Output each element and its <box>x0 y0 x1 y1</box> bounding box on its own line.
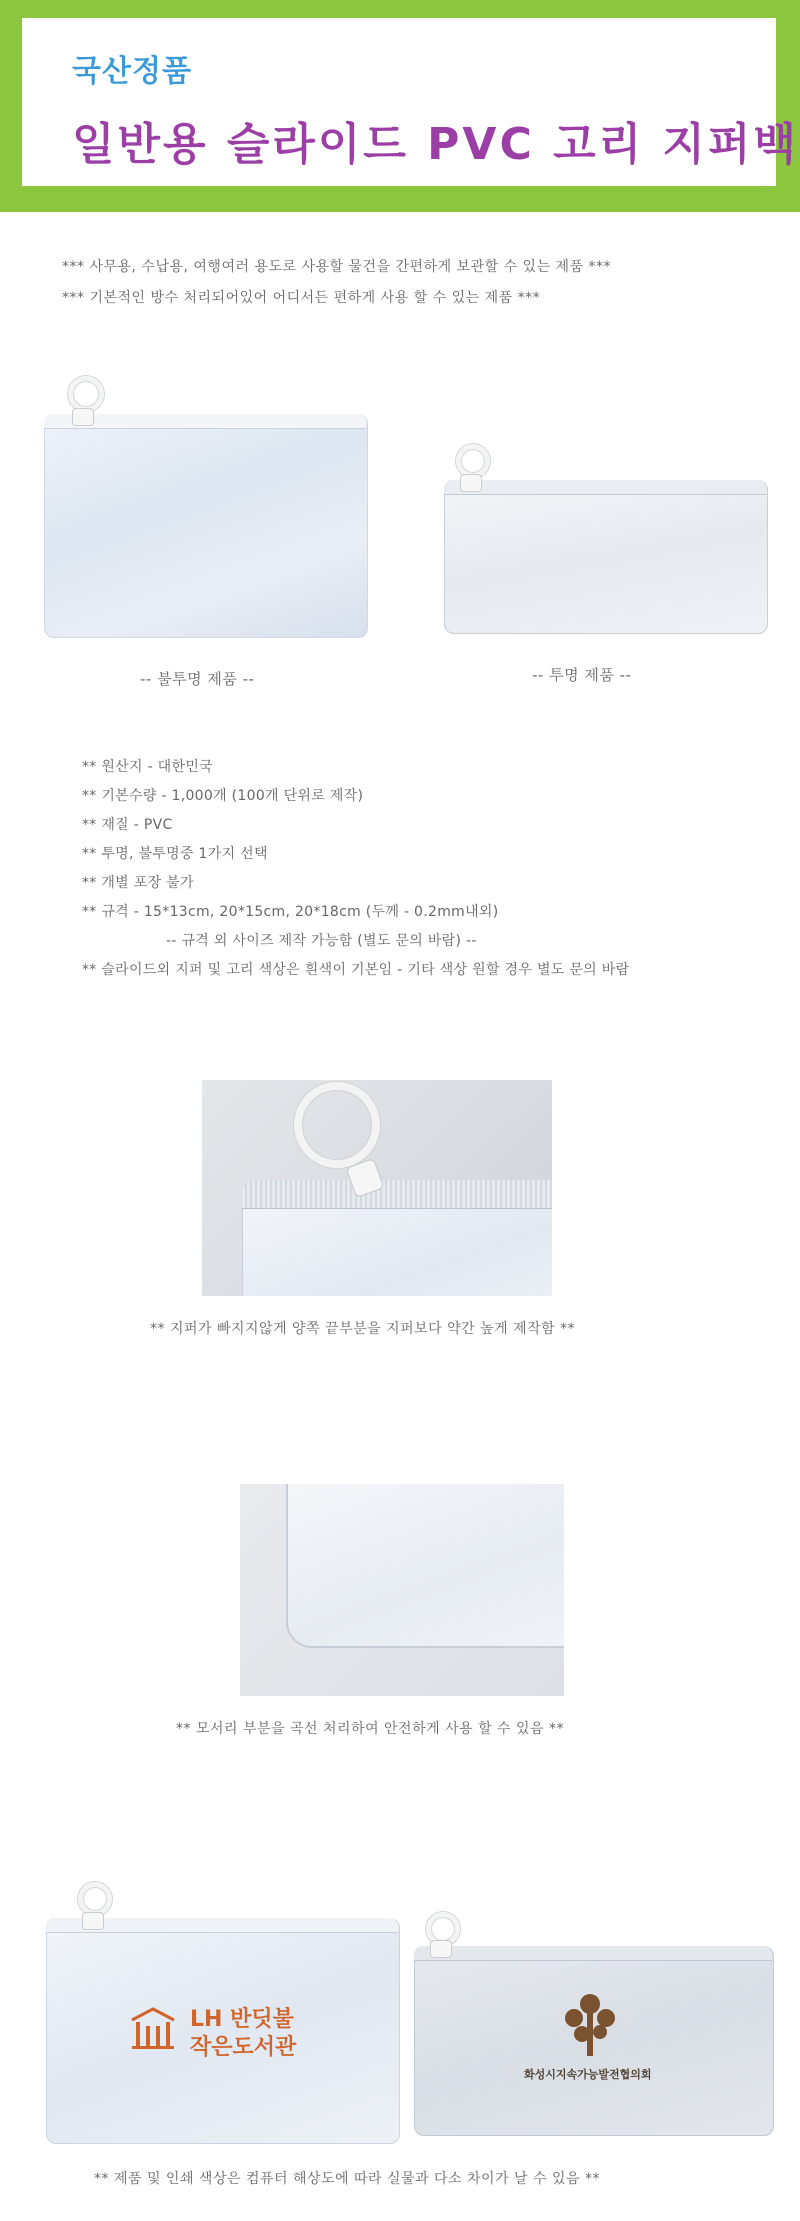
spec-size: ** 규격 - 15*13cm, 20*15cm, 20*18cm (두께 - 0.2mm내외) <box>82 904 499 920</box>
print-council-text: 화성시지속가능발전협의회 <box>524 2068 652 2081</box>
printed-sample-council <box>410 1910 776 2140</box>
spec-custom-size: -- 규격 외 사이즈 제작 가능함 (별도 문의 바람) -- <box>166 933 477 949</box>
opaque-pouch-photo <box>40 372 370 640</box>
printed-sample-lh <box>42 1880 402 2150</box>
print-logo-line2: 작은도서관 <box>190 2035 297 2060</box>
zipper-detail-photo <box>202 1080 552 1296</box>
spec-origin: ** 원산지 - 대한민국 <box>82 759 213 775</box>
clear-caption: -- 투명 제품 -- <box>532 666 632 684</box>
spec-material: ** 재질 - PVC <box>82 817 173 833</box>
library-logo-icon <box>128 2006 178 2050</box>
print-logo-line1: LH 반딧불 <box>190 2007 294 2032</box>
opaque-caption: -- 불투명 제품 -- <box>140 670 255 688</box>
page-title: 일반용 슬라이드 PVC 고리 지퍼백 <box>72 119 799 170</box>
zipper-caption: ** 지퍼가 빠지지않게 양쪽 끝부분을 지퍼보다 약간 높게 제작함 ** <box>150 1321 576 1337</box>
footer-caption: ** 제품 및 인쇄 색상은 컴퓨터 해상도에 따라 실물과 다소 차이가 날 수 있음 ** <box>94 2171 600 2187</box>
corner-detail-photo <box>240 1484 564 1696</box>
intro-line-2: *** 기본적인 방수 처리되어있어 어디서든 편하게 사용 할 수 있는 제품 *** <box>62 290 541 306</box>
tree-logo-icon <box>560 1992 620 2058</box>
spec-quantity: ** 기본수량 - 1,000개 (100개 단위로 제작) <box>82 788 364 804</box>
spec-color: ** 슬라이드외 지퍼 및 고리 색상은 흰색이 기본임 - 기타 색상 원할 경우 별도 문의 바람 <box>82 962 630 978</box>
corner-caption: ** 모서리 부분을 곡선 처리하여 안전하게 사용 할 수 있음 ** <box>176 1721 565 1737</box>
spec-packaging: ** 개별 포장 불가 <box>82 875 194 891</box>
spec-option: ** 투명, 불투명중 1가지 선택 <box>82 846 268 862</box>
clear-pouch-photo <box>438 440 770 640</box>
intro-line-1: *** 사무용, 수납용, 여행여러 용도로 사용할 물건을 간편하게 보관할 수 있는 제품 *** <box>62 259 612 275</box>
brand-label: 국산정품 <box>72 54 192 89</box>
